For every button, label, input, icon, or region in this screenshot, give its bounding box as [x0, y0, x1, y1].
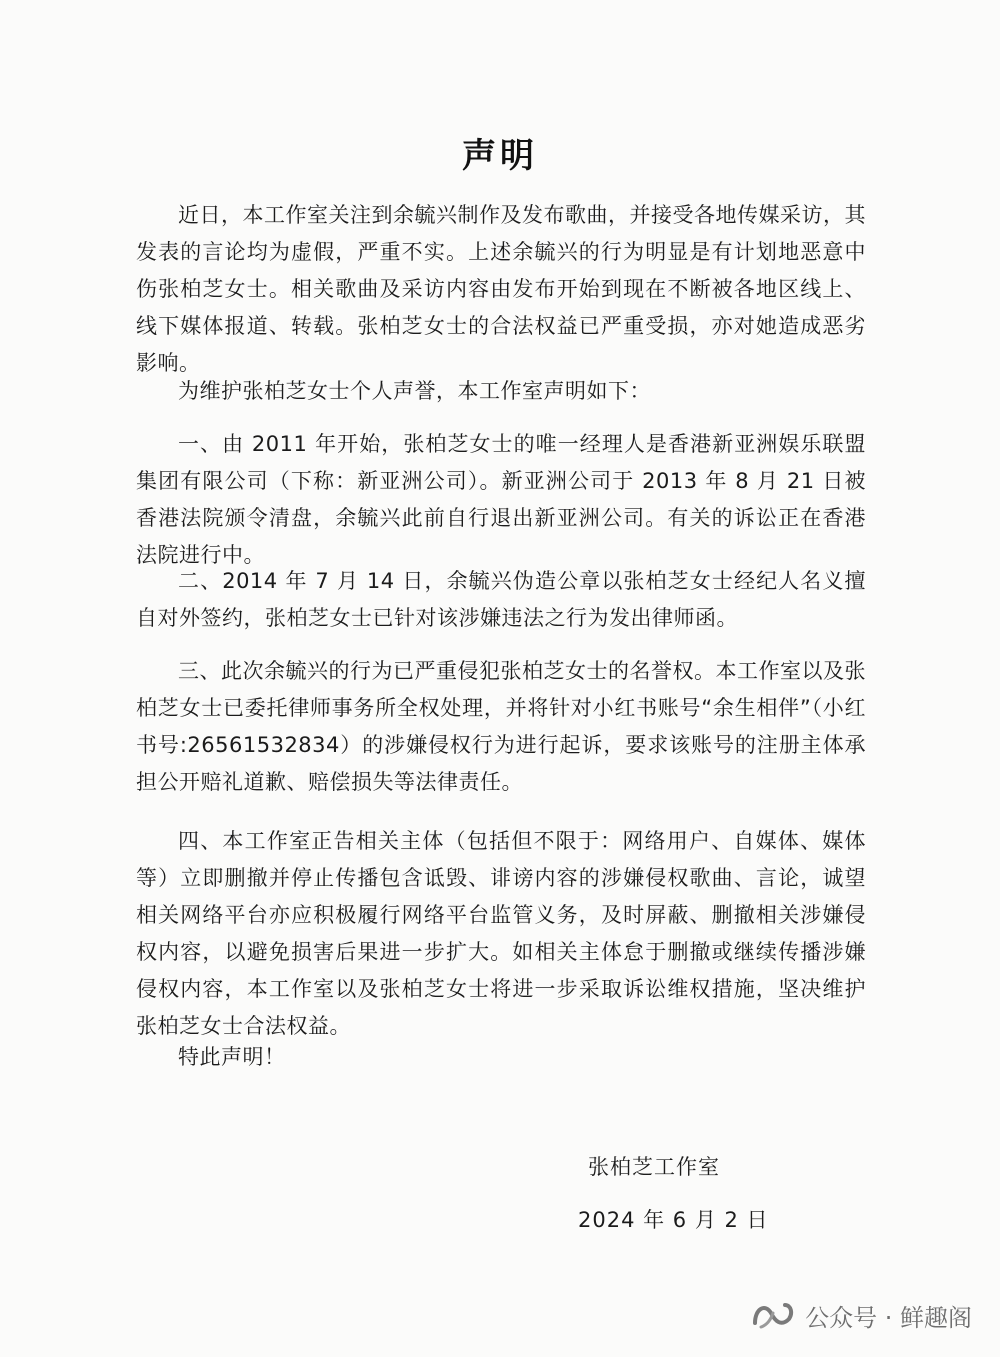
signature: 张柏芝工作室 [588, 1155, 720, 1179]
paragraph-item-4: 四、本工作室正告相关主体（包括但不限于：网络用户、自媒体、媒体等）立即删撤并停止传播包含诋毁、诽谤内容的涉嫌侵权歌曲、言论，诚望相关网络平台亦应积极履行网络平台监管义务，及时屏蔽、删撤相关涉嫌侵权内容，以避免损害后果进一步扩大。如相关主体怠于删撤或继续传播涉嫌侵权内容，本工作室以及张柏芝女士将进一步采取诉讼维权措施，坚决维护张柏芝女士合法权益。 [136, 829, 866, 1038]
document-title: 声明 [462, 136, 538, 176]
wechat-channel-icon [751, 1297, 795, 1333]
paragraph-item-3: 三、此次余毓兴的行为已严重侵犯张柏芝女士的名誉权。本工作室以及张柏芝女士已委托律师事务所全权处理，并将针对小红书账号“余生相伴”（小红书号:2656153​2834）的涉嫌侵权行为进行起诉，要求该账号的注册主体承担公开赔礼道歉、赔偿损失等法律责任。 [136, 659, 866, 794]
watermark-text: 公众号 · 鲜趣阁 [805, 1303, 972, 1332]
watermark [751, 1295, 972, 1335]
paragraph-closing: 特此声明！ [178, 1045, 286, 1069]
paragraph-intro: 近日，本工作室关注到余毓兴制作及发布歌曲，并接受各地传媒采访，其发表的言论均为虚假，严重不实。上述余毓兴的行为明显是有计划地恶意中伤张柏芝女士。相关歌曲及采访内容由发布开始到现在不断被各地区线上、线下媒体报道、转载。张柏芝女士的合法权益已严重受损，亦对她造成恶劣影响。 [136, 203, 866, 375]
paragraph-declaration: 为维护张柏芝女士个人声誉，本工作室声明如下： [178, 379, 651, 403]
paragraph-item-2: 二、2014 年 7 月 14 日，余毓兴伪造公章以张柏芝女士经纪人名义擅自对外签约，张柏芝女士已针对该涉嫌违法之行为发出律师函。 [136, 569, 866, 630]
document-date: 2024 年 6 月 2 日 [578, 1208, 769, 1232]
paragraph-item-1: 一、由 2011 年开始，张柏芝女士的唯一经理人是香港新亚洲娱乐联盟集团有限公司（下称：新亚洲公司）。新亚洲公司于 2013 年 8 月 21 日被香港法院颁令清盘，余毓兴此前自行退出新亚洲公司。有关的诉讼正在香港法院进行中。 [136, 432, 866, 567]
